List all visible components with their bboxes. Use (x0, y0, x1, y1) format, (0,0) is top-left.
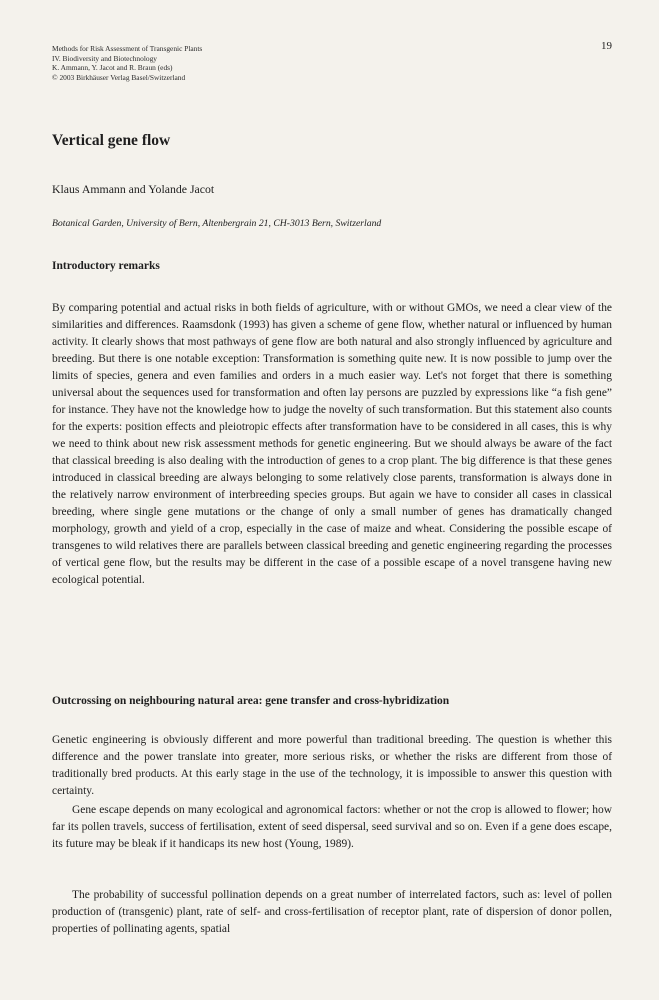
copyright-line: © 2003 Birkhäuser Verlag Basel/Switzerland (52, 72, 186, 82)
series-line: Methods for Risk Assessment of Transgenic Plants (52, 44, 203, 53)
paragraph: Gene escape depends on many ecological and agronomical factors: whether or not the crop is allowed to flower; how far its pollen travels, success of fertilisation, extent of seed dispersal, seed survival and so on. Even if a gene does escape, its future may be bleak if it handicaps its new host (Young, 1989). (52, 804, 612, 850)
page-number: 19 (601, 40, 612, 52)
paragraph: Genetic engineering is obviously different and more powerful than traditional breeding. The question is whether this difference and the power translate into greater, more serious risks, or whether the risks are different from those of traditionally bred products. At this early stage in the use of the technology, it is impossible to answer this question with certainty. (52, 734, 612, 797)
publication-info (52, 44, 202, 82)
section-heading-introductory-remarks: Introductory remarks (52, 260, 160, 272)
volume-line: IV. Biodiversity and Biotechnology (52, 53, 157, 63)
paragraph: The probability of successful pollination depends on a great number of interrelated factors, such as: level of pollen production of (transgenic) plant, rate of self- and cross-fertilisation of receptor plant, rate of dispersion of donor pollen, properties of pollinating agents, spatial (52, 889, 612, 935)
section-heading-outcrossing: Outcrossing on neighbouring natural area: gene transfer and cross-hybridization (52, 695, 450, 707)
authors: Klaus Ammann and Yolande Jacot (52, 182, 215, 196)
affiliation: Botanical Garden, University of Bern, Altenbergrain 21, CH-3013 Bern, Switzerland (52, 218, 382, 229)
chapter-title: Vertical gene flow (52, 132, 171, 149)
paragraph: By comparing potential and actual risks in both fields of agriculture, with or without GMOs, we need a clear view of the similarities and differences. Raamsdonk (1993) has given a scheme of gene flow, whether natural or influenced by human activity. It clearly shows that most pathways of gene flow are both natural and also strongly influenced by agriculture and breeding. But there is one notable exception: Transformation is something quite new. It is now possible to jump over the limits of species, genera and even families and orders in a much easier way. Let's not forget that there is something universal about the sequences used for transformation and often lay persons are puzzled by expressions like “a fish gene” for instance. They have not the knowledge how to judge the novelty of such transformation. But this statement also counts for the experts: position effects and pleiotropic effects after transformation have to be considered in all cases, this is why we need to think about new risk assessment methods for genetic engineering. But we should always be aware of the fact that classical breeding is also dealing with the introduction of genes to a crop plant. The big difference is that these genes introduced in classical breeding are always belonging to some relatively close parents, transformation is always done in the relatively narrow environment of interbreeding species groups. But again we have to consider all cases in classical breeding, where single gene mutations or the change of only a small number of genes has dramatically changed morphology, growth and yield of a crop, especially in the case of maize and wheat. Considering the possible escape of transgenes to wild relatives there are parallels between classical breeding and genetic engineering regarding the processes of vertical gene flow, but the results may be different in the case of a possible escape of a novel transgene having new ecological potential. (52, 302, 612, 586)
editors-line: K. Ammann, Y. Jacot and R. Braun (eds) (52, 63, 173, 73)
